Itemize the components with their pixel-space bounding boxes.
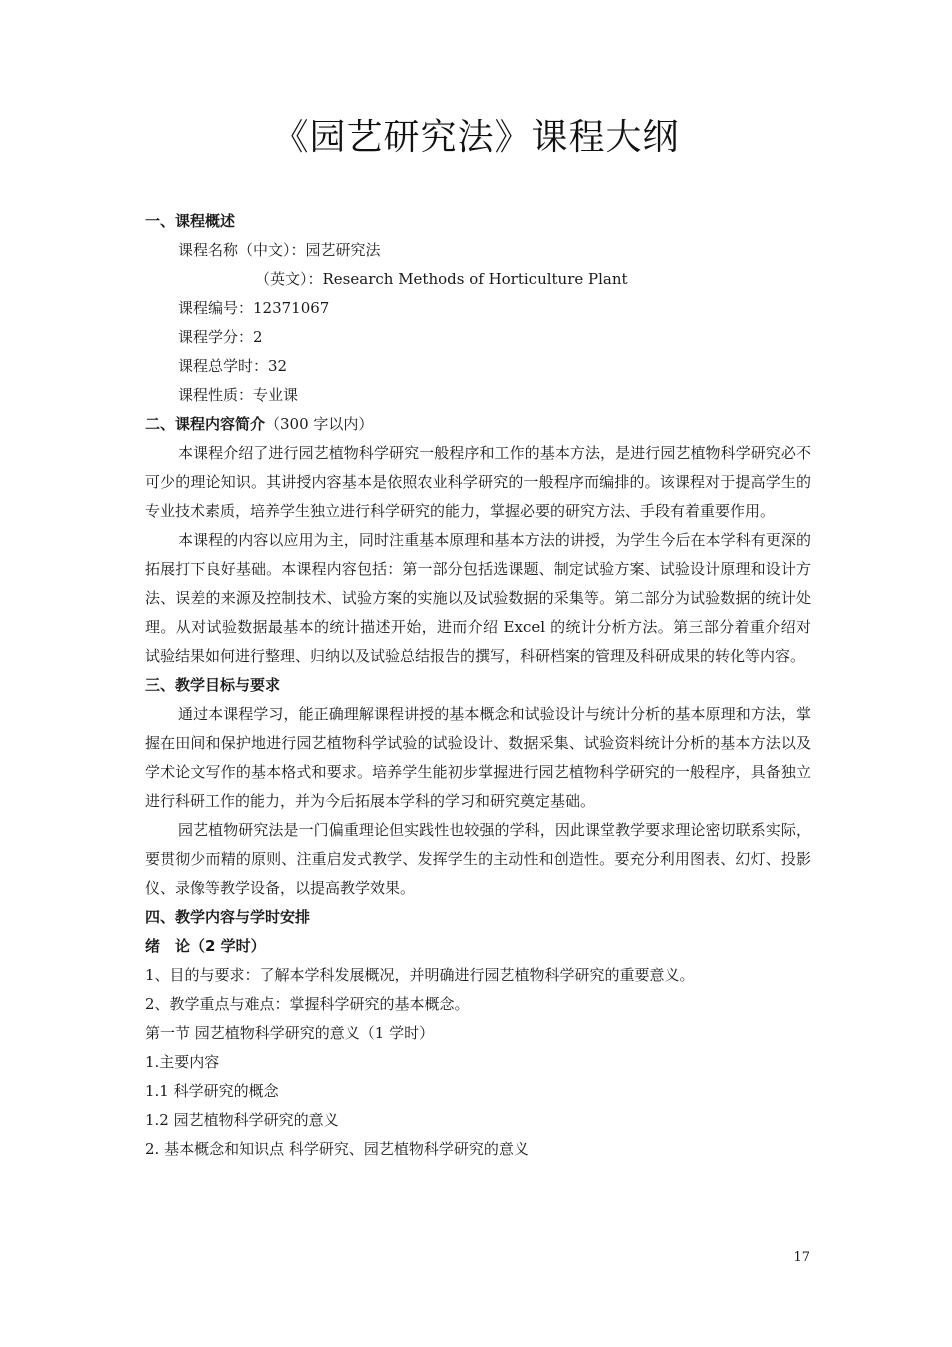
goals-paragraph-1: 通过本课程学习，能正确理解课程讲授的基本概念和试验设计与统计分析的基本原理和方法，掌握在田间和保护地进行园艺植物科学试验的试验设计、数据采集、试验资料统计分析的基本方法以及学术论文写作的基本格式和要求。培养学生能初步掌握进行园艺植物科学研究的一般程序，具备独立进行科研工作的能力，并为今后拓展本学科的学习和研究奠定基础。 xyxy=(145,705,811,810)
section-heading-goals: 三、教学目标与要求 xyxy=(145,676,281,694)
section-heading-intro-note: （300 字以内） xyxy=(265,415,374,433)
intro-paragraph-1: 本课程介绍了进行园艺植物科学研究一般程序和工作的基本方法，是进行园艺植物科学研究必不可少的理论知识。其讲授内容基本是依照农业科学研究的一般程序而编排的。该课程对于提高学生的专业技术素质，培养学生独立进行科学研究的能力，掌握必要的研究方法、手段有着重要作用。 xyxy=(145,444,811,520)
course-credit: 课程学分：2 xyxy=(178,328,263,346)
section-heading-overview: 一、课程概述 xyxy=(145,212,236,230)
course-code: 课程编号：12371067 xyxy=(178,299,330,317)
section-heading-intro xyxy=(145,410,811,439)
course-name-cn: 课程名称（中文）：园艺研究法 xyxy=(178,241,381,259)
course-name-en: （英文）：Research Methods of Horticulture Plant xyxy=(255,270,628,288)
document-body xyxy=(145,207,811,1164)
section-heading-schedule: 四、教学内容与学时安排 xyxy=(145,908,311,926)
schedule-item: 2、教学重点与难点：掌握科学研究的基本概念。 xyxy=(145,995,470,1013)
schedule-item: 1、目的与要求：了解本学科发展概况，并明确进行园艺植物科学研究的重要意义。 xyxy=(145,966,695,984)
schedule-item: 1.主要内容 xyxy=(145,1053,220,1071)
goals-paragraph-2: 园艺植物研究法是一门偏重理论但实践性也较强的学科，因此课堂教学要求理论密切联系实际，要贯彻少而精的原则、注重启发式教学、发挥学生的主动性和创造性。要充分利用图表、幻灯、投影仪、录像等教学设备，以提高教学效果。 xyxy=(145,821,811,897)
intro-paragraph-2: 本课程的内容以应用为主，同时注重基本原理和基本方法的讲授，为学生今后在本学科有更深的拓展打下良好基础。本课程内容包括：第一部分包括选课题、制定试验方案、试验设计原理和设计方法、误差的来源及控制技术、试验方案的实施以及试验数据的采集等。第二部分为试验数据的统计处理。从对试验数据最基本的统计描述开始，进而介绍 Excel 的统计分析方法。第三部分着重介绍对试验结果如何进行整理、归纳以及试验总结报告的撰写，科研档案的管理及科研成果的转化等内容。 xyxy=(145,531,811,665)
section-heading-intro-text: 二、课程内容简介 xyxy=(145,415,266,433)
page-number: 17 xyxy=(793,1250,810,1265)
schedule-item: 第一节 园艺植物科学研究的意义（1 学时） xyxy=(145,1024,435,1042)
page-title: 《园艺研究法》课程大纲 xyxy=(272,117,680,158)
schedule-item: 1.1 科学研究的概念 xyxy=(145,1082,279,1100)
schedule-item: 2. 基本概念和知识点 科学研究、园艺植物科学研究的意义 xyxy=(145,1140,529,1158)
course-hours: 课程总学时：32 xyxy=(178,357,288,375)
schedule-item: 1.2 园艺植物科学研究的意义 xyxy=(145,1111,339,1129)
course-nature: 课程性质：专业课 xyxy=(178,386,299,404)
intro-chapter-heading: 绪 论（2 学时） xyxy=(145,937,266,955)
